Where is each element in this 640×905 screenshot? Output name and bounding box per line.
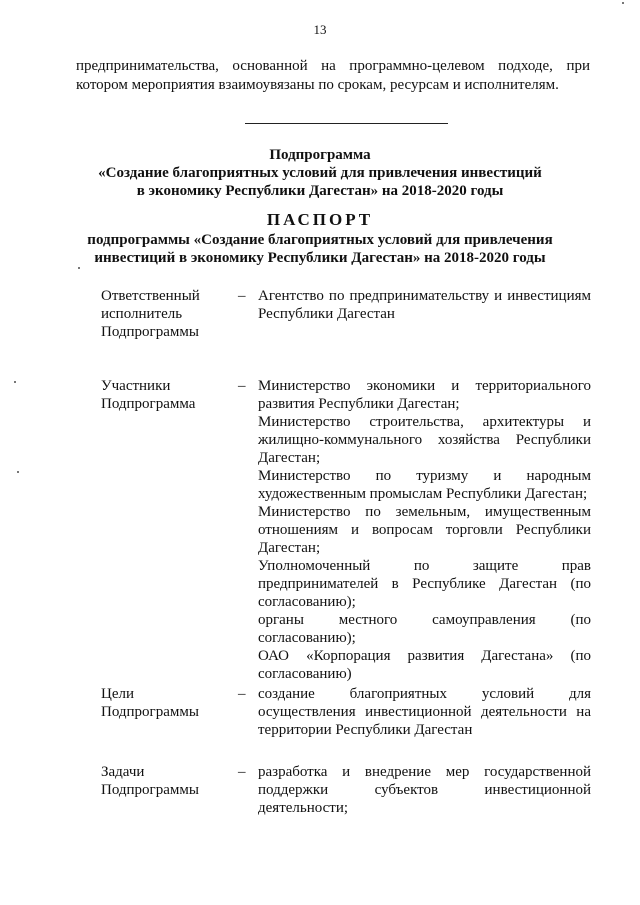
subprogram-title-line: в экономику Республики Дагестан» на 2018-2020 годы [136,183,504,199]
row-dash: – [238,378,246,394]
row-label [101,763,231,799]
row-value-item: Министерство экономики и территориального развития Республики Дагестан; [258,378,591,412]
scan-speck [78,267,80,269]
row-value [258,685,591,739]
row-value-item: Уполномоченный по защите прав предпринимателей в Республике Дагестан (по согласованию); [258,558,591,610]
row-label-line: Подпрограмма [101,396,196,412]
passport-heading: ПАСПОРТ [266,210,374,229]
row-label-line: Ответственный [101,288,200,304]
scan-speck [14,381,16,383]
row-value [258,287,591,323]
row-label-line: Участники [101,378,171,394]
subprogram-title [40,146,600,200]
row-value-item: Министерство строительства, архитектуры и жилищно-коммунального хозяйства Республики Дагестан; [258,414,591,466]
subprogram-title-line: Подпрограмма [269,147,371,163]
row-label [101,377,231,413]
intro-paragraph: предпринимательства, основанной на программно-целевом подходе, при котором мероприятия взаимоувязаны по срокам, ресурсам и исполнителям. [76,58,590,93]
scan-speck [17,471,19,473]
section-divider [245,123,448,124]
row-dash: – [238,288,246,304]
passport-subtitle [40,231,600,267]
row-label [101,287,231,341]
scan-speck [622,2,624,4]
subprogram-title-line: «Создание благоприятных условий для привлечения инвестиций [98,165,542,181]
row-value-item: Министерство по земельным, имущественным отношениям и вопросам торговли Республики Дагестан; [258,504,591,556]
row-label-line: исполнитель [101,306,183,322]
passport-subtitle-line: инвестиций в экономику Республики Дагестан» на 2018-2020 годы [94,250,546,266]
row-label-line: Задачи [101,764,145,780]
row-value-item: органы местного самоуправления (по согласованию); [258,612,591,646]
passport-subtitle-line: подпрограммы «Создание благоприятных условий для привлечения [87,232,553,248]
row-label-line: Подпрограммы [101,324,199,340]
row-label-line: Подпрограммы [101,704,199,720]
row-value-item: создание благоприятных условий для осуществления инвестиционной деятельности на территории Республики Дагестан [258,686,591,738]
row-label [101,685,231,721]
page-number: 13 [313,22,327,37]
row-value [258,763,591,817]
row-label-line: Подпрограммы [101,782,199,798]
row-value-item: ОАО «Корпорация развития Дагестана» (по согласованию) [258,648,591,682]
row-label-line: Цели [101,686,135,702]
row-value-item: Агентство по предпринимательству и инвестициям Республики Дагестан [258,288,591,322]
row-dash: – [238,686,246,702]
row-dash: – [238,764,246,780]
row-value-item: разработка и внедрение мер государственной поддержки субъектов инвестиционной деятельности; [258,764,591,816]
row-value-item: Министерство по туризму и народным художественным промыслам Республики Дагестан; [258,468,591,502]
row-value [258,377,591,683]
